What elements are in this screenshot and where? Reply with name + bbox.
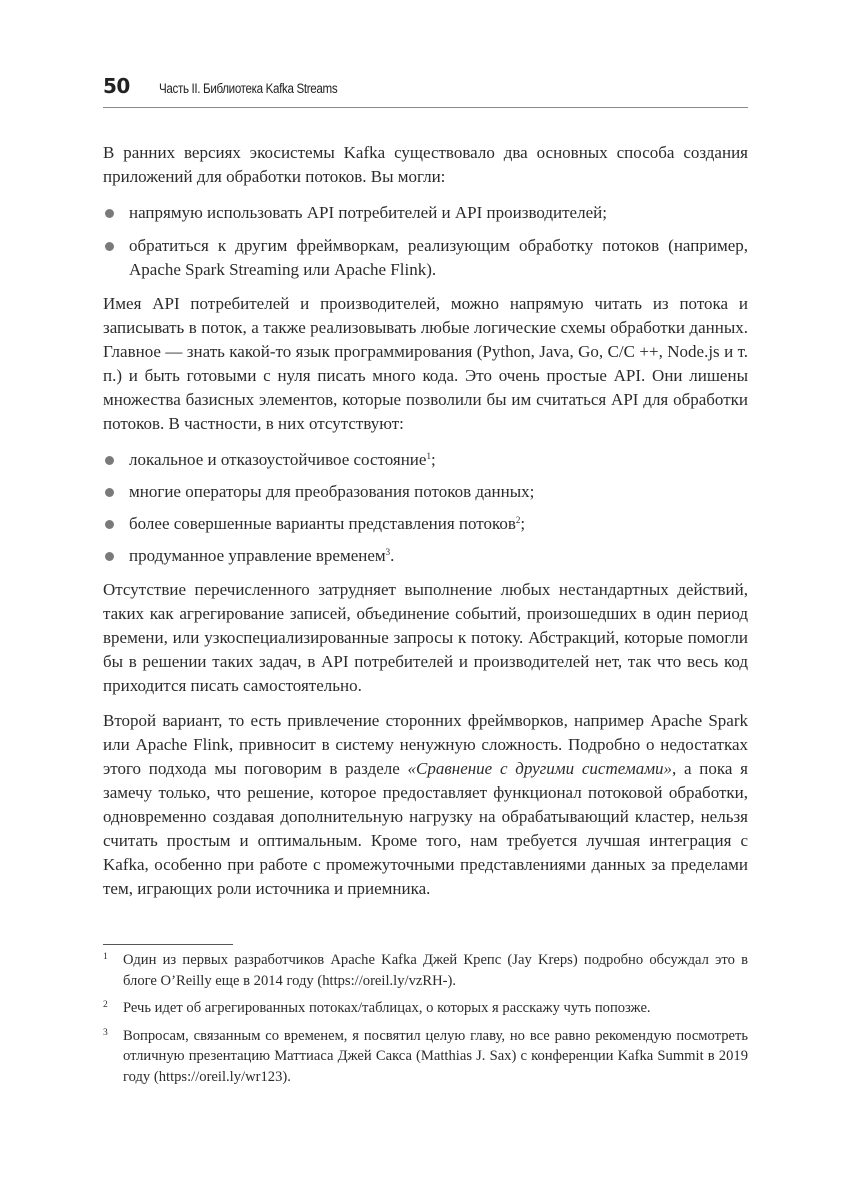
paragraph-consumer-producer-api: Имея API потребителей и производителей, можно напрямую читать из потока и записывать в поток, а также реализовывать любые логические схемы обработки данных. Главное — знать какой-то язык программирования (Python, Java, Go, C/C ++, Node.js и т. п.) и быть готовыми с нуля писать много кода. Это очень простые API. Они лишены множества базисных элементов, которые позволили бы им считаться API для обработки потоков. В частности, в них отсутствуют: xyxy=(103,294,748,433)
footnote-text: Речь идет об агрегированных потоках/таблицах, о которых я расскажу чуть попозже. xyxy=(123,1000,651,1016)
page-number: 50 xyxy=(103,74,130,98)
bullet-list-missing-features xyxy=(103,448,748,568)
paragraph-text: Второй вариант, то есть привлечение сторонних фреймворков, например Apache Spark или Apache Flink, привносит в систему ненужную сложность. Подробно о недостатках этого подхода мы поговорим в разделе xyxy=(103,711,748,778)
footnote-2 xyxy=(103,998,748,1019)
header-divider xyxy=(103,107,748,108)
list-item xyxy=(103,234,748,282)
footnote-ref[interactable]: 2 xyxy=(515,515,521,525)
list-item xyxy=(103,201,748,225)
footnote-mark: 3 xyxy=(103,1027,108,1038)
bullet-icon xyxy=(105,552,114,561)
list-item xyxy=(103,480,748,504)
footnote-3 xyxy=(103,1026,748,1088)
footnote-divider xyxy=(103,944,233,945)
paragraph-limitations: Отсутствие перечисленного затрудняет выполнение любых нестандартных действий, таких как агрегирование записей, объединение событий, произошедших в один период времени, или узкоспециализированные запросы к потоку. Абстракций, которые помогли бы в решении таких задач, в API потребителей и производителей нет, так что весь код приходится писать самостоятельно. xyxy=(103,580,748,695)
list-item xyxy=(103,544,748,568)
list-item xyxy=(103,512,748,536)
list-item-text: напрямую использовать API потребителей и API производителей; xyxy=(129,203,607,222)
paragraph-third-party-frameworks xyxy=(103,709,748,901)
paragraph-text: , а пока я замечу только, что решение, которое предоставляет функционал потоковой обработки, одновременно создавая дополнительную нагрузку на обрабатывающий кластер, нельзя считать простым и оптимальным. Кроме того, нам требуется лучшая интеграция с Kafka, особенно при работе с промежуточными представлениями данных за пределами тем, играющих роли источника и приемника. xyxy=(103,759,748,898)
bullet-list-approaches xyxy=(103,201,748,282)
list-item-text: локальное и отказоустойчивое состояние xyxy=(129,450,427,469)
list-item-text: продуманное управление временем xyxy=(129,546,386,565)
footnote-text: Один из первых разработчиков Apache Kafka Джей Крепс (Jay Kreps) подробно обсуждал это в блоге O’Reilly еще в 2014 году (https://oreil.ly/vzRH-). xyxy=(123,952,748,989)
list-item-punct: ; xyxy=(430,450,436,469)
paragraph-intro: В ранних версиях экосистемы Kafka существовало два основных способа создания приложений для обработки потоков. Вы могли: xyxy=(103,143,748,186)
list-item-punct: ; xyxy=(520,514,526,533)
footnote-mark: 2 xyxy=(103,1000,108,1010)
list-item-text: многие операторы для преобразования потоков данных; xyxy=(129,482,535,501)
bullet-icon xyxy=(105,209,114,218)
footnote-1 xyxy=(103,950,748,991)
footnote-mark: 1 xyxy=(103,952,108,962)
section-reference-link[interactable]: «Сравнение с другими системами» xyxy=(407,759,673,778)
running-header xyxy=(103,74,748,104)
footnote-ref[interactable]: 1 xyxy=(426,451,431,461)
bullet-icon xyxy=(105,488,114,497)
list-item-punct: . xyxy=(390,546,395,565)
footnote-text: Вопросам, связанным со временем, я посвятил целую главу, но все равно рекомендую посмотреть отличную презентацию Маттиаса Джей Сакса (Matthias J. Sax) с конференции Kafka Summit в 2019 году (https://oreil.ly/wr123). xyxy=(123,1027,748,1085)
chapter-title: Часть II. Библиотека Kafka Streams xyxy=(158,81,338,96)
list-item-text: обратиться к другим фреймворкам, реализующим обработку потоков (например, Apache Spark Streaming или Apache Flink). xyxy=(129,236,748,279)
bullet-icon xyxy=(105,520,114,529)
footnotes xyxy=(103,950,748,1094)
bullet-icon xyxy=(105,456,114,465)
list-item xyxy=(103,448,748,472)
list-item-text: более совершенные варианты представления потоков xyxy=(129,514,516,533)
footnote-ref[interactable]: 3 xyxy=(385,547,391,557)
bullet-icon xyxy=(105,242,114,251)
